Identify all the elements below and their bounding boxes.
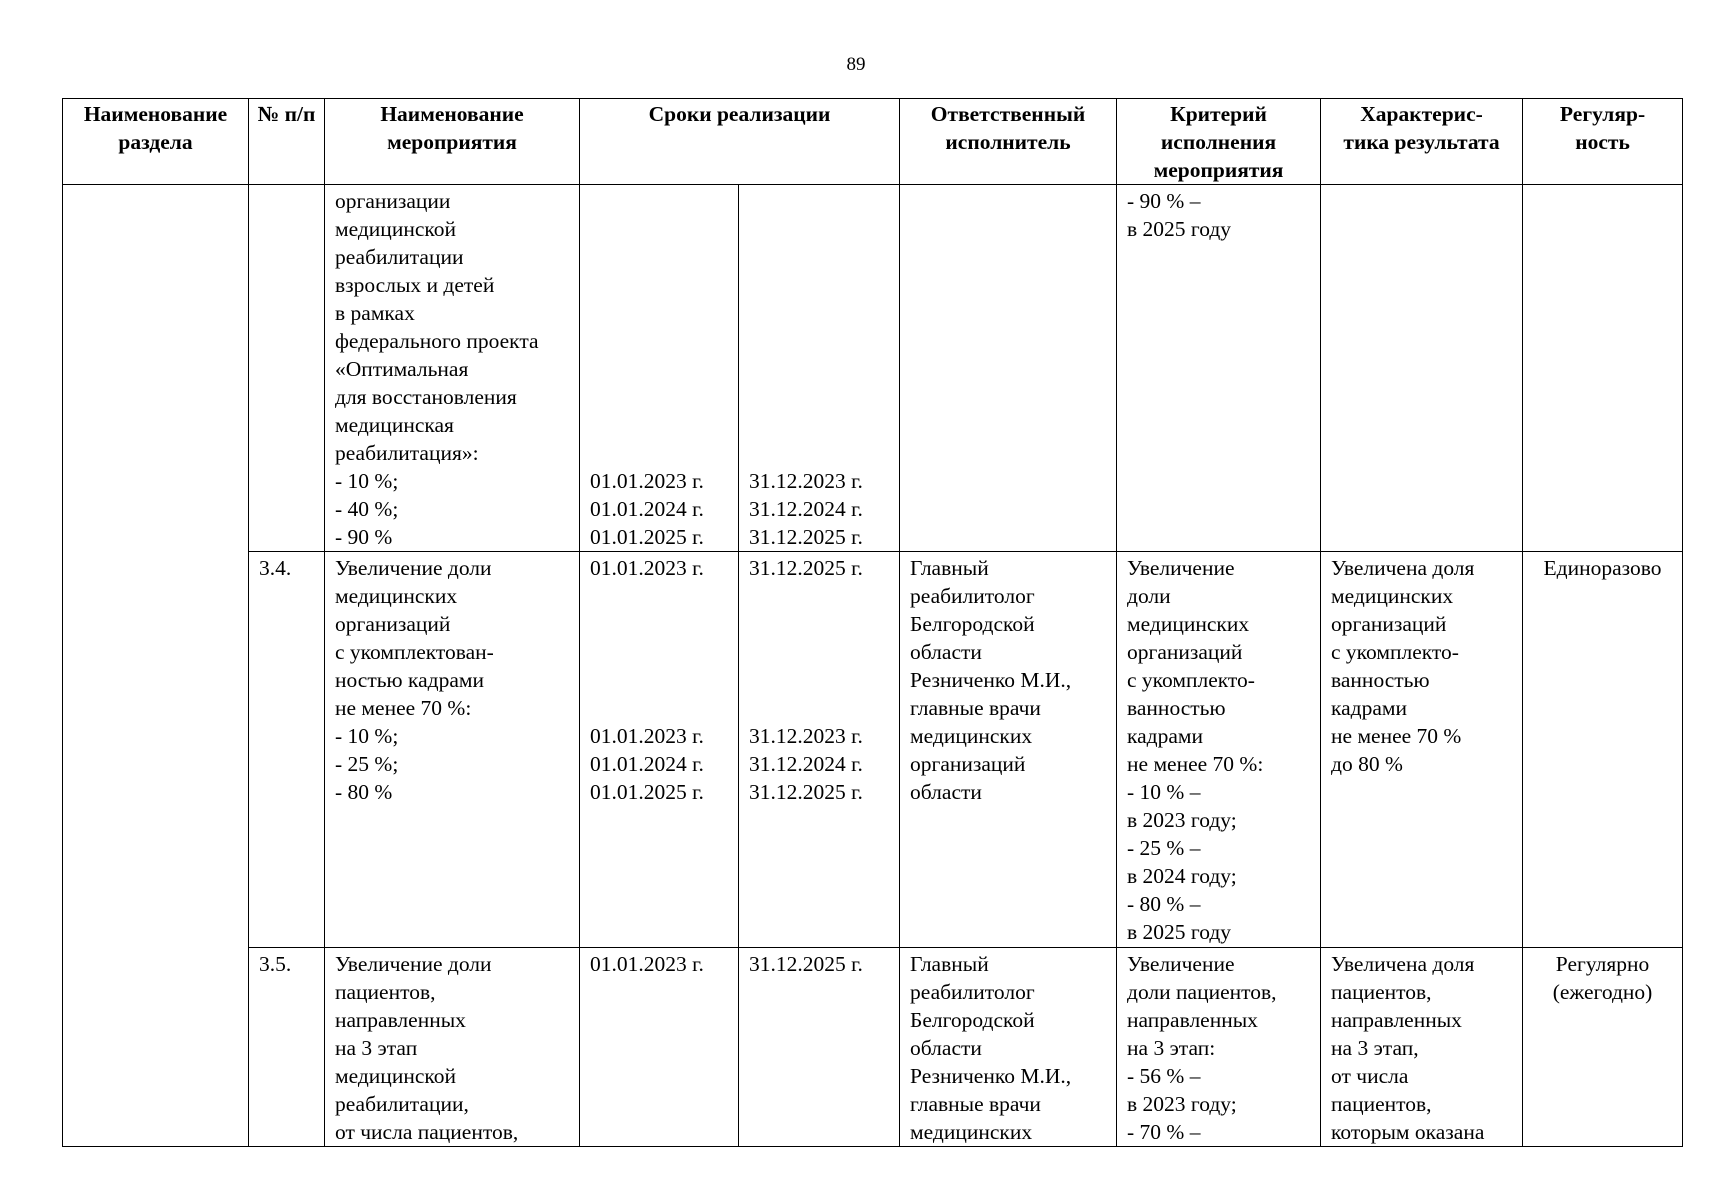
cell-responsible: Главный реабилитолог Белгородской области Резниченко М.И., главные врачи медицинских организаций области (900, 552, 1117, 948)
cell-result: Увеличена доля пациентов, направленных на 3 этап, от числа пациентов, которым оказана (1321, 948, 1523, 1147)
cell-responsible: Главный реабилитолог Белгородской области Резниченко М.И., главные врачи медицинских (900, 948, 1117, 1147)
cell-regularity (1523, 185, 1683, 552)
cell-start-date: 01.01.2023 г. (580, 948, 739, 1147)
cell-regularity: Единоразово (1523, 552, 1683, 948)
cell-criterion: - 90 % – в 2025 году (1117, 185, 1321, 552)
header-dates: Сроки реализации (580, 99, 900, 185)
cell-regularity: Регулярно (ежегодно) (1523, 948, 1683, 1147)
cell-end-date: 31.12.2025 г. (739, 948, 900, 1147)
header-number: № п/п (249, 99, 325, 185)
cell-number: 3.4. (249, 552, 325, 948)
header-section: Наименование раздела (63, 99, 249, 185)
page-number: 89 (846, 54, 866, 75)
measures-table (62, 98, 1683, 1147)
cell-section (63, 185, 249, 1147)
cell-measure-name: Увеличение доли медицинских организаций с укомплектован- ностью кадрами не менее 70 %: - 10 %; - 25 %; - 80 % (325, 552, 580, 948)
header-result: Характерис- тика результата (1321, 99, 1523, 185)
cell-result (1321, 185, 1523, 552)
table-row (63, 552, 1683, 948)
table-row (63, 948, 1683, 1147)
cell-start-date: 01.01.2023 г. 01.01.2023 г. 01.01.2024 г. 01.01.2025 г. (580, 552, 739, 948)
header-measure-name: Наименование мероприятия (325, 99, 580, 185)
cell-responsible (900, 185, 1117, 552)
cell-end-date: 31.12.2023 г. 31.12.2024 г. 31.12.2025 г. (739, 185, 900, 552)
cell-start-date: 01.01.2023 г. 01.01.2024 г. 01.01.2025 г. (580, 185, 739, 552)
header-criterion: Критерий исполнения мероприятия (1117, 99, 1321, 185)
cell-criterion: Увеличение доли пациентов, направленных на 3 этап: - 56 % – в 2023 году; - 70 % – (1117, 948, 1321, 1147)
cell-criterion: Увеличение доли медицинских организаций с укомплекто- ванностью кадрами не менее 70 %: - 10 % – в 2023 году; - 25 % – в 2024 году; - 80 % – в 2025 году (1117, 552, 1321, 948)
cell-measure-name: Увеличение доли пациентов, направленных на 3 этап медицинской реабилитации, от числа пациентов, (325, 948, 580, 1147)
header-responsible: Ответственный исполнитель (900, 99, 1117, 185)
cell-number (249, 185, 325, 552)
cell-end-date: 31.12.2025 г. 31.12.2023 г. 31.12.2024 г. 31.12.2025 г. (739, 552, 900, 948)
cell-result: Увеличена доля медицинских организаций с укомплекто- ванностью кадрами не менее 70 % до 80 % (1321, 552, 1523, 948)
cell-number: 3.5. (249, 948, 325, 1147)
table-header-row (63, 99, 1683, 185)
header-regularity: Регуляр- ность (1523, 99, 1683, 185)
table-row (63, 185, 1683, 552)
cell-measure-name: организации медицинской реабилитации взрослых и детей в рамках федерального проекта «Оптимальная для восстановления медицинская реабилитация»: - 10 %; - 40 %; - 90 % (325, 185, 580, 552)
